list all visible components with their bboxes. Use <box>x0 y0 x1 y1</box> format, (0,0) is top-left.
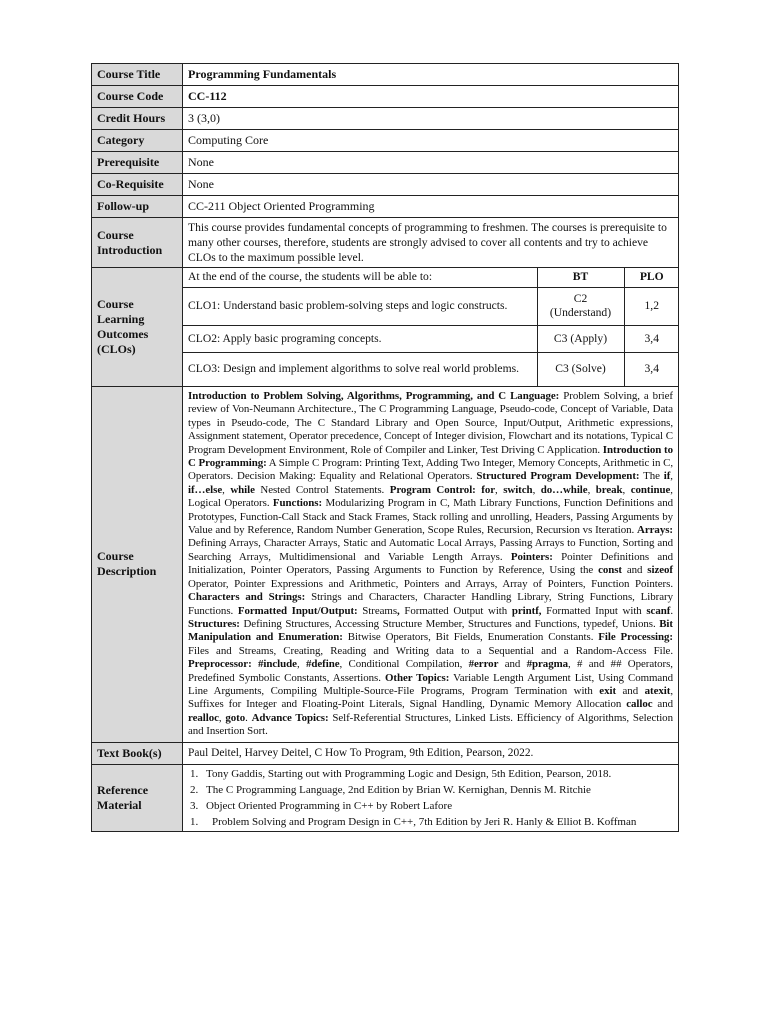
description-segment: , <box>222 483 231 496</box>
description-keyword: Program Control: for <box>389 483 496 496</box>
description-keyword: scanf <box>646 604 671 617</box>
clo-bt-level: C2 <box>573 292 588 305</box>
clos-label-line-4: (CLOs) <box>97 342 136 356</box>
description-keyword: , <box>397 604 400 617</box>
description-text <box>183 387 679 743</box>
description-keyword: realloc <box>188 711 219 724</box>
description-keyword: do…while <box>540 483 588 496</box>
description-keyword: Bit Manipulation and Enumeration: <box>188 617 673 644</box>
clo-text: CLO3: Design and implement algorithms to solve real world problems. <box>183 352 537 386</box>
clos-table <box>183 268 679 386</box>
description-keyword: Other Topics: <box>384 671 450 684</box>
description-keyword: Preprocessor: #include <box>188 658 297 671</box>
course-title-value: Programming Fundamentals <box>183 64 679 86</box>
references-label-line-2: Material <box>97 797 142 812</box>
reference-number: 1. <box>190 815 199 828</box>
row-clos <box>92 268 679 387</box>
description-keyword: while <box>230 483 255 496</box>
description-keyword: goto <box>225 711 246 724</box>
credit-hours-value: 3 (3,0) <box>183 108 679 130</box>
references-label-line-1: Reference <box>97 782 149 797</box>
description-keyword: sizeof <box>647 564 674 577</box>
description-segment: Self-Referential Structures, Linked Lists. Efficiency of Algorithms, Selection and Insertion Sort. <box>188 711 673 738</box>
description-segment: Modularizing Program in C, Math Library Functions, Function Definitions and Prototypes, Function-Call Stack and Stack Frames, Stack rolling and unrolling, Headers, Passing Arguments by Value and by Reference, Random Number Generation, Scope Rules, Recursion, Recursion vs Iteration. <box>188 497 673 537</box>
clos-label-line-3: Outcomes <box>97 327 149 341</box>
description-segment: Defining Arrays, Character Arrays, Static and Automatic Local Arrays, Passing Arrays to Function, Sorting and Searching Arrays, Multidimensional and Variable Length Arrays. <box>188 537 673 563</box>
description-segment: , <box>218 711 226 724</box>
reference-number: 2. <box>190 783 199 796</box>
description-segment: , Suffixes for Integer and Floating-Point Literals, Signal Handling, Dynamic Memory Allocation <box>188 684 674 711</box>
course-code-label: Course Code <box>92 86 183 108</box>
description-keyword: calloc <box>626 698 653 711</box>
corequisite-value: None <box>183 174 679 196</box>
description-keyword: break <box>595 483 623 496</box>
textbook-label: Text Book(s) <box>92 742 183 764</box>
description-segment: . <box>245 711 252 724</box>
introduction-label <box>92 218 183 268</box>
description-segment: The <box>639 470 664 483</box>
description-segment: Streams <box>357 604 398 617</box>
description-keyword: Characters and Strings: <box>188 591 306 604</box>
description-keyword: Structures: <box>188 617 240 630</box>
clo-row <box>183 352 679 386</box>
description-segment: , Logical Operators. <box>188 483 673 510</box>
credit-hours-label: Credit Hours <box>92 108 183 130</box>
description-keyword: atexit <box>644 684 671 697</box>
introduction-label-line-2: Introduction <box>97 242 163 257</box>
corequisite-label: Co-Requisite <box>92 174 183 196</box>
description-segment: Pointer Definitions and Initialization, Pointer Operators, Passing Arguments to Function by Reference, Using the <box>188 550 673 577</box>
clo-plo: 1,2 <box>624 287 679 325</box>
description-segment: Defining Structures, Accessing Structure Member, Structures and Functions, typedef, Unions. <box>239 617 660 630</box>
description-segment: Strings and Characters, Character Handling Library, String Functions, Library Functions. <box>188 591 673 617</box>
reference-item <box>188 766 673 782</box>
clos-header-text: At the end of the course, the students will be able to: <box>183 268 537 287</box>
clo-bt: C3 (Apply) <box>537 325 624 352</box>
description-keyword: Introduction to C Programming: <box>188 443 673 470</box>
description-keyword: #define <box>305 658 340 671</box>
clos-header-plo: PLO <box>624 268 679 287</box>
description-segment: Operator, Pointer Expressions and Arithmetic, Pointers and Arrays, Array of Pointers, Function Pointers. <box>188 577 673 590</box>
description-keyword: if…else <box>188 483 223 496</box>
description-keyword: Formatted Input/Output: <box>237 604 358 617</box>
description-segment: A Simple C Program: Printing Text, Adding Two Integer, Memory Concepts, Arithmetic in C, Operators. Decision Making: Equality and Relational Operators. <box>188 457 673 483</box>
description-segment: Formatted Input with <box>541 604 647 617</box>
description-segment: , <box>622 483 631 496</box>
references-cell <box>183 764 679 831</box>
description-segment: , # and ## Operators, Predefined Symbolic Constants, Assertions. <box>188 658 673 684</box>
clos-label-line-1: Course <box>97 297 134 311</box>
clo-bt <box>537 287 624 325</box>
category-label: Category <box>92 130 183 152</box>
textbook-value: Paul Deitel, Harvey Deitel, C How To Program, 9th Edition, Pearson, 2022. <box>183 742 679 764</box>
course-outline <box>91 63 678 832</box>
description-keyword: #error <box>468 658 499 671</box>
description-segment: and <box>652 698 673 711</box>
clo-row <box>183 287 679 325</box>
row-course-code <box>92 86 679 108</box>
description-segment: , <box>587 483 596 496</box>
description-keyword: switch <box>503 483 533 496</box>
references-list <box>188 766 673 830</box>
description-keyword: Structured Program Development: <box>476 470 640 483</box>
description-segment: Formatted Output with <box>399 604 512 617</box>
description-segment: , <box>296 658 306 671</box>
description-segment: , <box>495 483 504 496</box>
description-keyword: Functions: <box>272 497 323 510</box>
reference-item <box>188 814 673 830</box>
clos-label <box>92 268 183 387</box>
course-outline-table <box>91 63 679 832</box>
description-label-line-1: Course <box>97 549 134 564</box>
introduction-label-line-1: Course <box>97 227 134 242</box>
clos-label-line-2: Learning <box>97 312 145 326</box>
row-description <box>92 387 679 743</box>
description-segment: Bitwise Operators, Bit Fields, Enumeration Constants. <box>342 631 599 644</box>
description-keyword: Advance Topics: <box>251 711 329 724</box>
description-keyword: File Processing: <box>598 631 673 644</box>
clo-plo: 3,4 <box>624 352 679 386</box>
description-keyword: exit <box>599 684 617 697</box>
row-textbook <box>92 742 679 764</box>
followup-label: Follow-up <box>92 196 183 218</box>
row-followup <box>92 196 679 218</box>
description-segment: , <box>532 483 541 496</box>
reference-item <box>188 782 673 798</box>
description-keyword: Introduction to Problem Solving, Algorithms, Programming, and C Language: <box>188 390 560 402</box>
row-credit-hours <box>92 108 679 130</box>
clo-text: CLO1: Understand basic problem-solving steps and logic constructs. <box>183 287 537 325</box>
row-prerequisite <box>92 152 679 174</box>
row-category <box>92 130 679 152</box>
followup-value: CC-211 Object Oriented Programming <box>183 196 679 218</box>
description-keyword: Arrays: <box>637 524 673 537</box>
prerequisite-label: Prerequisite <box>92 152 183 174</box>
description-keyword: printf, <box>511 604 542 617</box>
course-title-label: Course Title <box>92 64 183 86</box>
course-code-value: CC-112 <box>183 86 679 108</box>
reference-text: Problem Solving and Program Design in C++, 7th Edition by Jeri R. Hanly & Elliot B. Koffman <box>212 815 637 828</box>
prerequisite-value: None <box>183 152 679 174</box>
clo-bt-verb: (Understand) <box>549 306 612 319</box>
description-segment: , <box>670 470 673 483</box>
description-segment: . <box>670 604 673 617</box>
reference-number: 1. <box>190 767 199 780</box>
clo-text: CLO2: Apply basic programing concepts. <box>183 325 537 352</box>
description-segment: and <box>616 684 645 697</box>
description-segment: , Conditional Compilation, <box>339 658 469 671</box>
reference-text: Object Oriented Programming in C++ by Robert Lafore <box>206 799 453 812</box>
clos-cell <box>183 268 679 387</box>
row-course-title <box>92 64 679 86</box>
description-segment: Variable Length Argument List, Using Command Line Arguments, Compiling Multiple-Source-File Programs, Program Termination with <box>188 671 674 697</box>
reference-text: Tony Gaddis, Starting out with Programming Logic and Design, 5th Edition, Pearson, 2018. <box>206 767 612 780</box>
description-keyword: #pragma <box>526 658 569 671</box>
description-label-line-2: Description <box>97 564 157 579</box>
description-keyword: const <box>598 564 623 577</box>
description-label <box>92 387 183 743</box>
reference-item <box>188 798 673 814</box>
row-introduction <box>92 218 679 268</box>
reference-number: 3. <box>190 799 199 812</box>
clos-header-bt: BT <box>537 268 624 287</box>
clos-header-row <box>183 268 679 287</box>
category-value: Computing Core <box>183 130 679 152</box>
clo-plo: 3,4 <box>624 325 679 352</box>
description-segment: Nested Control Statements. <box>254 483 390 496</box>
description-segment: Files and Streams, Creating, Reading and Writing data to a Sequential and a Random-Access File. <box>188 644 673 657</box>
description-segment: Problem Solving, a brief review of Von-Neumann Architecture., The C Programming Language, Pseudo-code, Concept of Variable, Data types in Pseudo-code, The C Standard Library and Open Source, Input/Output, Arithmetic expressions, Assignment statement, Operator precedence, Concept of Integer division, Flowchart and its notations, Typical C Program Development Environment, Role of Compiler and Linker, Test Driving C Application. <box>188 390 673 456</box>
description-keyword: continue <box>630 483 671 496</box>
row-references <box>92 764 679 831</box>
clo-bt: C3 (Solve) <box>537 352 624 386</box>
references-label <box>92 764 183 831</box>
clo-row <box>183 325 679 352</box>
introduction-text: This course provides fundamental concepts of programming to freshmen. The courses is prerequisite to many other courses, therefore, students are strongly advised to cover all contents and try to achieve CLOs to the maximum possible level. <box>183 218 679 268</box>
description-keyword: Pointers: <box>510 550 553 563</box>
reference-text: The C Programming Language, 2nd Edition by Brian W. Kernighan, Dennis M. Ritchie <box>206 783 591 796</box>
description-segment: and <box>622 564 648 577</box>
row-corequisite <box>92 174 679 196</box>
description-keyword: if <box>663 470 671 483</box>
description-segment: and <box>498 658 527 671</box>
